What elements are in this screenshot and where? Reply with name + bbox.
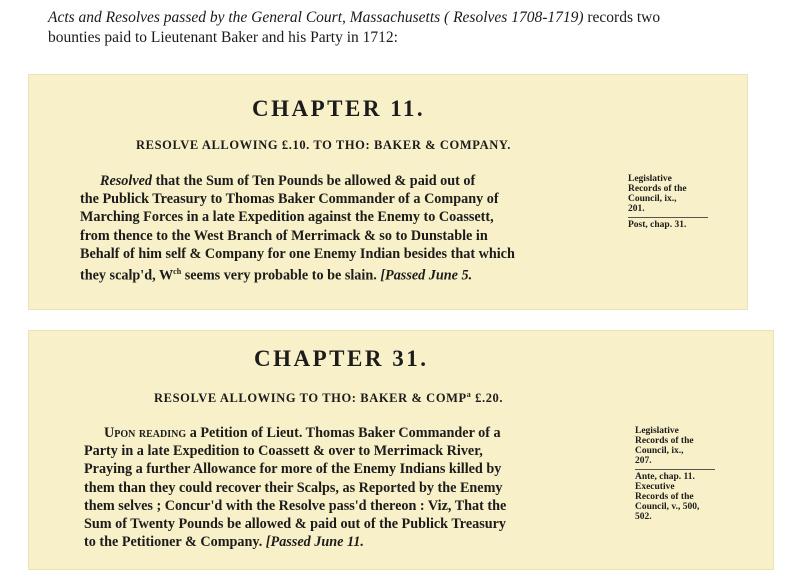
chapter-11-line6-a: they scalp'd, W	[80, 267, 174, 284]
chapter-11-line: Behalf of him self & Company for one Enemy Indian besides that which	[80, 245, 515, 262]
chapter-11-line: from thence to the West Branch of Merrimack & so to Dunstable in	[80, 227, 488, 244]
margin-note: 207.	[635, 456, 652, 466]
chapter-31-line: Party in a late Expedition to Coassett & over to Merrimack River,	[84, 443, 483, 460]
margin-note: Records of the	[635, 492, 694, 502]
chapter-31-scan	[28, 330, 774, 570]
chapter-11-line	[80, 263, 625, 285]
chapter-11-line: Marching Forces in a late Expedition against the Enemy to Coassett,	[80, 209, 494, 226]
margin-divider	[635, 469, 715, 470]
margin-note: Legislative	[635, 426, 679, 436]
chapter-31-heading-a: RESOLVE ALLOWING TO THO: BAKER & COMP	[154, 391, 467, 406]
margin-note: 502.	[635, 512, 652, 522]
chapter-31-line	[84, 424, 632, 442]
chapter-31-margin-notes	[635, 426, 745, 522]
chapter-31-passed: [Passed June 11.	[265, 534, 364, 551]
chapter-31-heading-b: £.20.	[471, 391, 504, 406]
chapter-11-passed: [Passed June 5.	[380, 267, 473, 284]
chapter-11-body	[80, 172, 625, 285]
chapter-31-line: Praying a further Allowance for more of the Enemy Indians killed by	[84, 461, 502, 478]
margin-note: Executive	[635, 482, 675, 492]
intro-paragraph	[48, 8, 768, 48]
margin-note: Council, ix.,	[635, 446, 684, 456]
chapter-31-heading-sup: a	[466, 390, 472, 399]
margin-note: Records of the	[628, 184, 687, 194]
chapter-11-line	[80, 172, 625, 190]
chapter-31-heading	[154, 390, 503, 406]
chapter-11-scan	[28, 74, 748, 310]
upon-reading: Upon reading	[104, 425, 187, 441]
chapter-31-line: Sum of Twenty Pounds be allowed & paid out of the Publick Treasury	[84, 516, 507, 533]
intro-text-line1: records two	[583, 9, 661, 26]
intro-text-line2: bounties paid to Lieutenant Baker and his Party in 1712:	[48, 29, 398, 46]
margin-note: Post, chap. 31.	[628, 220, 687, 230]
chapter-11-margin-notes	[628, 174, 728, 230]
chapter-11-line6-b: seems very probable to be slain.	[181, 267, 381, 284]
intro-citation: Acts and Resolves passed by the General Court, Massachusetts ( Resolves 1708-1719)	[48, 9, 584, 26]
margin-note: Legislative	[628, 174, 672, 184]
margin-note: Council, v., 500,	[635, 502, 700, 512]
chapter-31-line: them selves ; Concur'd with the Resolve pass'd thereon : Viz, That the	[84, 497, 507, 514]
chapter-31-body	[84, 424, 632, 551]
chapter-31-line	[84, 533, 632, 551]
resolved-word: Resolved	[100, 173, 153, 189]
margin-divider	[628, 217, 708, 218]
chapter-31-title: CHAPTER 31.	[254, 346, 429, 371]
chapter-11-line6-sup: ch	[173, 267, 182, 277]
chapter-31-line1-text: a Petition of Lieut. Thomas Baker Commander of a	[186, 425, 501, 441]
chapter-11-heading: RESOLVE ALLOWING £.10. TO THO: BAKER & COMPANY.	[136, 138, 512, 152]
margin-note: Council, ix.,	[628, 194, 677, 204]
margin-note: Records of the	[635, 436, 694, 446]
margin-note: Ante, chap. 11.	[635, 472, 695, 482]
chapter-11-line: the Publick Treasury to Thomas Baker Commander of a Company of	[80, 191, 499, 208]
chapter-31-line7-text: to the Petitioner & Company.	[84, 534, 266, 551]
margin-note: 201.	[628, 204, 645, 214]
chapter-11-line1-text: that the Sum of Ten Pounds be allowed & paid out of	[152, 173, 476, 189]
chapter-31-line: them than they could recover their Scalps, as Reported by the Enemy	[84, 479, 503, 496]
chapter-11-title: CHAPTER 11.	[252, 96, 426, 121]
